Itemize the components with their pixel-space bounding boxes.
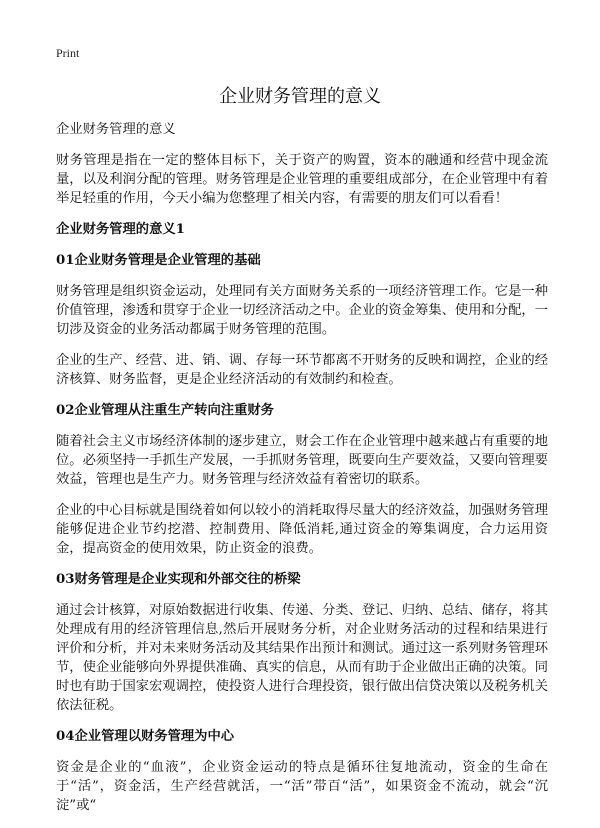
paragraph-5: 通过会计核算，对原始数据进行收集、传递、分类、登记、归纳、总结、储存，将其处理成有用的经济管理信息,然后开展财务分析，对企业财务活动的过程和结果进行评价和分析，并对未来财务活动及其结果作出预计和测试。通过这一系列财务管理环节，使企业能够向外界提供准确、真实的信息，从而有助于企业做出正确的决策。同时也有助于国家宏观调控，使投资人进行合理投资，银行做出信贷决策以及税务机关依法征税。: [56, 603, 548, 713]
article-subtitle: 企业财务管理的意义: [56, 122, 176, 137]
page-title: 企业财务管理的意义: [219, 86, 381, 107]
paragraph-1: 财务管理是组织资金运动，处理同有关方面财务关系的一项经济管理工作。它是一种价值管理，渗透和贯穿于企业一切经济活动之中。企业的资金筹集、使用和分配，一切涉及资金的业务活动都属于财务管理的范围。: [56, 284, 548, 337]
heading-02: 02企业管理从注重生产转向注重财务: [56, 403, 274, 418]
heading-01: 01企业财务管理是企业管理的基础: [56, 253, 261, 268]
section-heading: 企业财务管理的意义1: [56, 222, 185, 237]
print-label: Print: [56, 46, 80, 60]
intro-paragraph: 财务管理是指在一定的整体目标下，关于资产的购置，资本的融通和经营中现金流量，以及利润分配的管理。财务管理是企业管理的重要组成部分，在企业管理中有着举足轻重的作用，今天小编为您整理了相关内容，有需要的朋友们可以看看！: [56, 153, 548, 206]
heading-04: 04企业管理以财务管理为中心: [56, 729, 235, 744]
article-body: [56, 120, 548, 827]
paragraph-3: 随着社会主义市场经济体制的逐步建立，财会工作在企业管理中越来越占有重要的地位。必须坚持一手抓生产发展，一手抓财务管理，既要向生产要效益，又要向管理要效益，管理也是生产力。财务管理与经济效益有着密切的联系。: [56, 434, 548, 487]
paragraph-6: 资金是企业的“血液”，企业资金运动的特点是循环往复地流动，资金的生命在于“活”，资金活，生产经营就活，一“活”带百“活”，如果资金不流动，就会“沉淀”或“: [56, 760, 548, 813]
paragraph-2: 企业的生产、经营、进、销、调、存每一环节都离不开财务的反映和调控，企业的经济核算、财务监督，更是企业经济活动的有效制约和检查。: [56, 353, 548, 387]
heading-03: 03财务管理是企业实现和外部交往的桥梁: [56, 572, 301, 587]
paragraph-4: 企业的中心目标就是围绕着如何以较小的消耗取得尽量大的经济效益，加强财务管理能够促进企业节约挖潜、控制费用、降低消耗,通过资金的筹集调度，合力运用资金，提高资金的使用效果，防止资金的浪费。: [56, 503, 548, 556]
